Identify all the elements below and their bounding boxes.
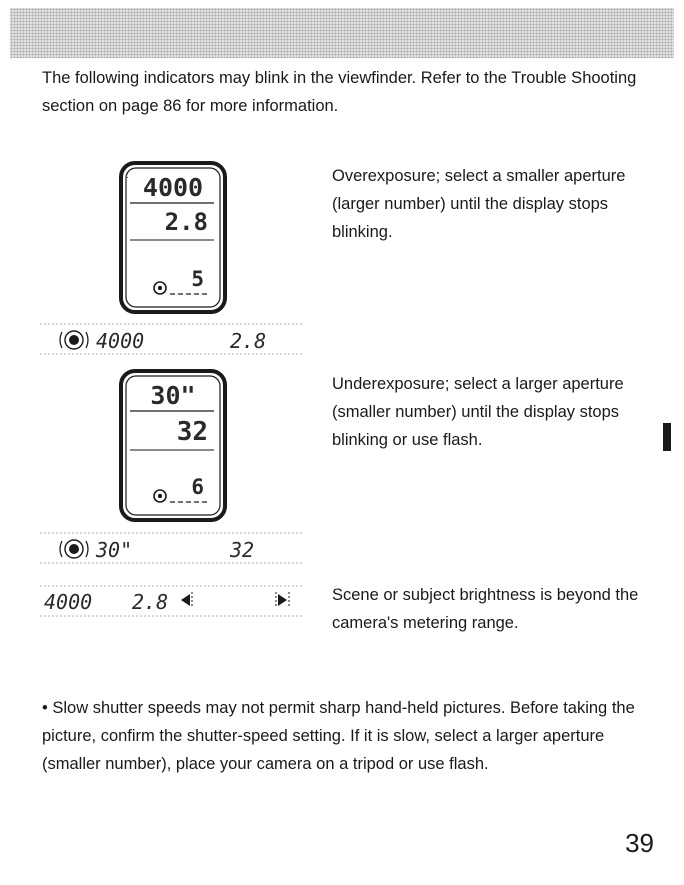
focus-indicator-left-arrow-icon (181, 592, 192, 608)
vf-shutter-value: 4000 (96, 329, 145, 353)
lcd-panel-underexposure (118, 368, 228, 523)
description-overexposure: Overexposure; select a smaller aperture (larger number) until the display stops blinking. (332, 167, 626, 241)
vf-aperture-value: 2.8 (132, 590, 169, 614)
flash-ready-icon (60, 540, 88, 558)
lcd-aperture-value: 2.8 (164, 208, 208, 236)
focus-indicator-right-arrow-icon (276, 592, 289, 608)
lcd-panel-overexposure (118, 160, 228, 315)
header-band (10, 8, 674, 58)
vf-shutter-value: 30" (96, 538, 133, 562)
flash-ready-icon (60, 331, 88, 349)
lcd-shutter-value: 30" (150, 381, 196, 410)
vf-shutter-value: 4000 (44, 590, 93, 614)
description-metering-range: Scene or subject brightness is beyond the camera's metering range. (332, 586, 639, 632)
lcd-shutter-value: 4000 (142, 173, 204, 202)
vf-aperture-value: 32 (230, 538, 255, 562)
intro-paragraph: The following indicators may blink in the viewfinder. Refer to the Trouble Shooting section on page 86 for more information. (42, 69, 637, 115)
lcd-mode-value: 5 (191, 267, 204, 291)
slow-shutter-note: • Slow shutter speeds may not permit sharp hand-held pictures. Before taking the picture, confirm the shutter-speed setting. If it is slow, select a larger aperture (smaller number), place your camera on a tripod or use flash. (42, 699, 635, 773)
section-margin-tab (663, 423, 671, 451)
svg-text:·: · (126, 172, 129, 182)
lcd-aperture-value: 32 (176, 417, 208, 447)
viewfinder-strip-underexposure (40, 532, 302, 564)
description-underexposure: Underexposure; select a larger aperture (smaller number) until the display stops blinking or use flash. (332, 375, 624, 449)
vf-aperture-value: 2.8 (230, 329, 267, 353)
viewfinder-strip-overexposure (40, 323, 302, 355)
page-number: 39 (625, 828, 654, 858)
lcd-mode-value: 6 (191, 475, 204, 499)
viewfinder-strip-metering-range (40, 582, 302, 618)
